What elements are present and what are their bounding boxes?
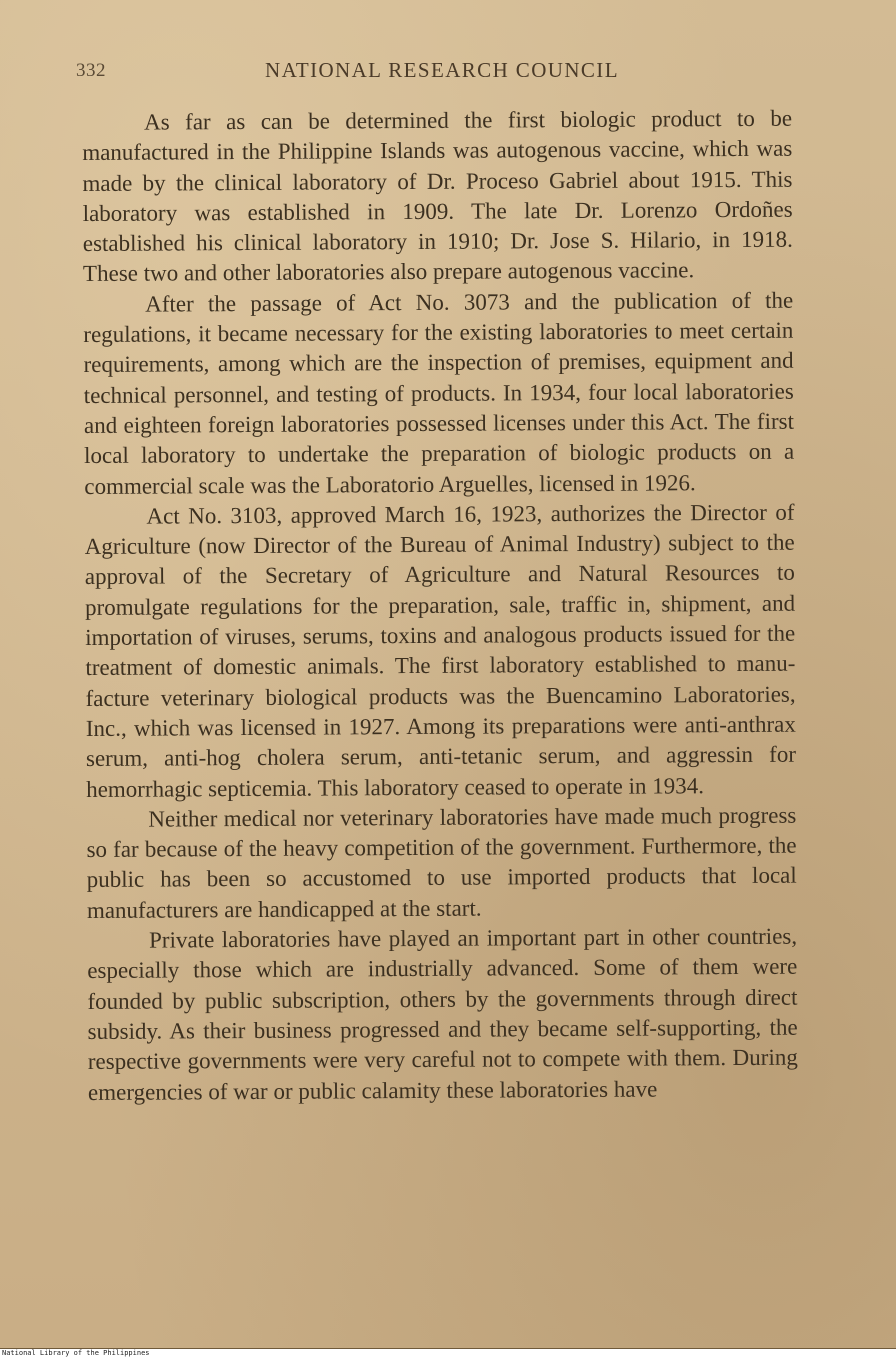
body-text [82, 104, 798, 1108]
paragraph: Act No. 3103, approved March 16, 1923, authorizes the Director of Agriculture (now Director of the Bureau of Animal Industry) subject to the approval of the Secretary of Agriculture and Natural Resources to promulgate regulations for the preparation, sale, traffic in, shipment, and importation of viruses, serums, toxins and analogous products issued for the treatment of domestic animals. The first laboratory established to manufacture veterinary biological products was the Buencamino Laboratories, Inc., which was licensed in 1927. Among its preparations were anti-anthrax serum, anti-hog cholera serum, anti-tetanic serum, and aggressin for hemorrhagic septicemia. This laboratory ceased to operate in 1934. [84, 499, 797, 802]
paragraph: After the passage of Act No. 3073 and the publication of the regulations, it became necessary for the existing laboratories to meet certain requirements, among which are the inspection of premises, equipment and technical personnel, and testing of products. In 1934, four local laboratories and eighteen foreign laboratories possessed licenses under this Act. The first local laboratory to undertake the preparation of biologic products on a commercial scale was the Laboratorio Arguelles, licensed in 1926. [83, 287, 795, 499]
page-number: 332 [76, 60, 106, 81]
running-head: NATIONAL RESEARCH COUNCIL [265, 58, 619, 82]
paragraph: As far as can be determined the first biologic product to be manufactured in the Philippine Islands was autogenous vaccine, which was made by the clinical laboratory of Dr. Proceso Gabriel about 1915. This laboratory was established in 1909. The late Dr. Lorenzo Ordoñes established his clinical laboratory in 1910; Dr. Jose S. Hilario, in 1918. These two and other laboratories also prepare autogenous vaccine. [82, 105, 793, 287]
paragraph: Neither medical nor veterinary laboratories have made much progress so far because of the heavy competition of the government. Furthermore, the public has been so accustomed to use imported products that local manufacturers are handicapped at the start. [86, 802, 797, 923]
page-header [76, 58, 796, 88]
paragraph: Private laboratories have played an important part in other countries, especially those which are industrially advanced. Some of them were founded by public subscription, others by the governments through direct subsidy. As their business progressed and they became self-supporting, the respective governments were very careful not to compete with them. During emergencies of war or public calamity these laboratories have [87, 923, 798, 1105]
library-credit: National Library of the Philippines [0, 1349, 896, 1358]
